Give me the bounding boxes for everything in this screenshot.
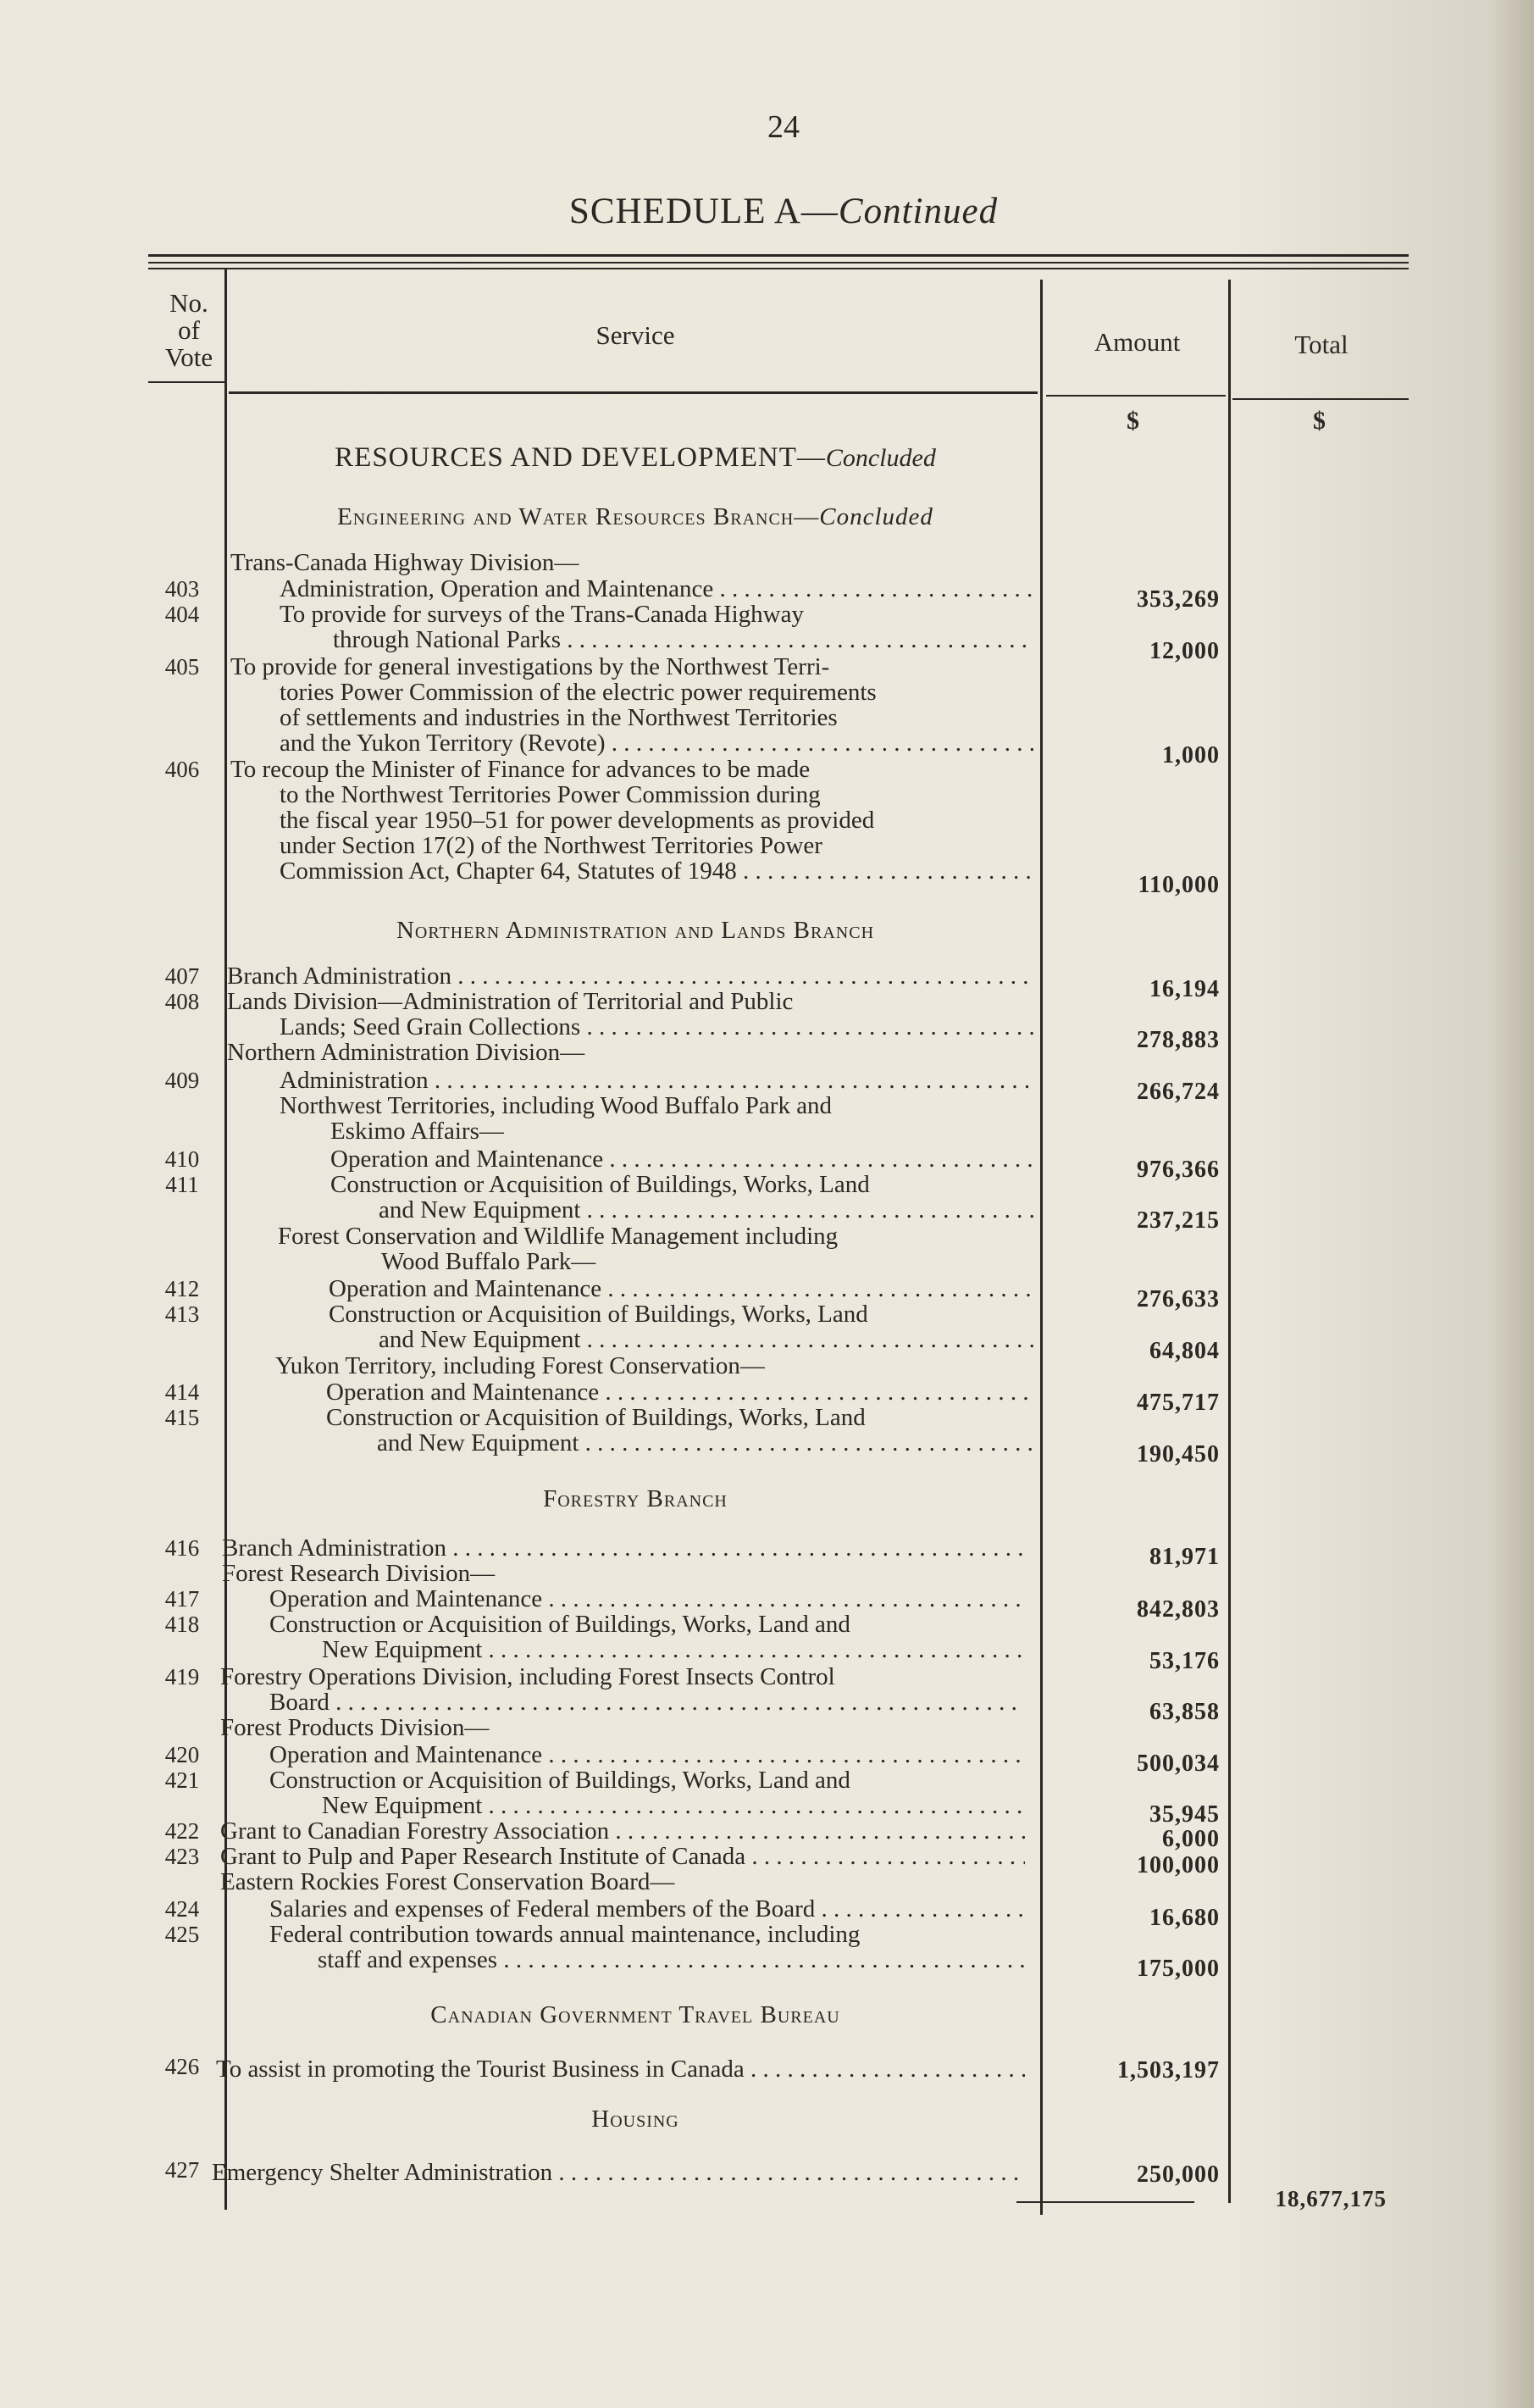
- service-line: Emergency Shelter Administration . . .: [212, 2160, 1025, 2185]
- vote-number: 421: [164, 1767, 200, 1793]
- service-line: Grant to Canadian Forestry Association . . .: [220, 1818, 1025, 1844]
- amount: 12,000: [1149, 638, 1220, 664]
- subheading: Northern Administration Division—: [227, 1039, 585, 1066]
- amount: 276,633: [1137, 1286, 1220, 1312]
- subheading: Forest Research Division—: [222, 1560, 496, 1587]
- vote-number: 427: [164, 2157, 200, 2183]
- amount: 64,804: [1149, 1338, 1220, 1364]
- amount-currency: $: [1127, 407, 1139, 435]
- vote-number: 416: [164, 1535, 200, 1561]
- col-header-service: Service: [595, 320, 675, 350]
- service-line: Operation and Maintenance . . .: [326, 1379, 1033, 1405]
- service-line: staff and expenses . . .: [318, 1947, 1025, 1972]
- amount: 16,680: [1149, 1905, 1220, 1931]
- amount: 16,194: [1149, 976, 1220, 1002]
- header-rule-service: [229, 391, 1038, 394]
- service-line: and New Equipment . . .: [379, 1327, 1033, 1352]
- amount: 35,945: [1149, 1801, 1220, 1828]
- vote-number: 413: [164, 1301, 200, 1327]
- amount: 250,000: [1137, 2161, 1220, 2188]
- vote-number: 423: [164, 1844, 200, 1869]
- service-line: and New Equipment . . .: [379, 1197, 1033, 1223]
- amount: 53,176: [1149, 1648, 1220, 1674]
- subheading: Trans-Canada Highway Division—: [230, 549, 579, 576]
- section-heading: Housing: [591, 2106, 679, 2133]
- vote-number: 424: [164, 1896, 200, 1922]
- subheading: Forest Products Division—: [220, 1714, 490, 1741]
- service-line: Salaries and expenses of Federal members of the Board . . .: [269, 1896, 1025, 1922]
- col-divider-2: [1040, 280, 1043, 2215]
- vote-number: 414: [164, 1379, 200, 1405]
- service-line: Operation and Maintenance . . .: [330, 1146, 1033, 1172]
- vote-number: 415: [164, 1405, 200, 1430]
- service-line: and New Equipment . . .: [377, 1430, 1033, 1456]
- service-line: Construction or Acquisition of Buildings, Works, Land: [330, 1171, 870, 1198]
- page-number: 24: [767, 109, 800, 145]
- service-line: To recoup the Minister of Finance for advances to be made: [230, 756, 811, 783]
- amount: 353,269: [1137, 586, 1220, 613]
- amount: 63,858: [1149, 1699, 1220, 1725]
- service-line: Administration, Operation and Maintenance . . .: [280, 576, 1033, 602]
- vote-number: 418: [164, 1612, 200, 1637]
- service-line: Federal contribution towards annual maintenance, including: [269, 1921, 861, 1948]
- schedule-title: SCHEDULE A—Continued: [568, 191, 999, 231]
- service-line: New Equipment . . .: [322, 1637, 1025, 1662]
- col-divider-3: [1228, 280, 1231, 2203]
- service-line: Lands; Seed Grain Collections . . .: [280, 1014, 1033, 1040]
- vote-number: 420: [164, 1742, 200, 1767]
- grand-total: 18,677,175: [1275, 2186, 1387, 2211]
- section-heading: Northern Administration and Lands Branch: [396, 917, 875, 944]
- col-header-total: Total: [1294, 330, 1348, 359]
- vote-number: 410: [164, 1146, 200, 1172]
- amount: 6,000: [1162, 1826, 1220, 1852]
- col-header-vote: No. of Vote: [164, 288, 213, 372]
- amount: 81,971: [1149, 1544, 1220, 1570]
- service-line: To provide for general investigations by the Northwest Terri-: [230, 653, 830, 680]
- service-line: Construction or Acquisition of Buildings, Works, Land: [326, 1404, 866, 1431]
- service-line: through National Parks . . .: [333, 627, 1033, 652]
- amount: 1,000: [1162, 742, 1220, 768]
- vote-number: 404: [164, 602, 200, 627]
- sum-rule: [1016, 2201, 1194, 2203]
- service-line: Construction or Acquisition of Buildings, Works, Land and: [269, 1767, 850, 1794]
- amount: 100,000: [1137, 1852, 1220, 1878]
- service-line: New Equipment . . .: [322, 1793, 1025, 1818]
- vote-number: 408: [164, 989, 200, 1014]
- service-line: To assist in promoting the Tourist Business in Canada . . .: [216, 2056, 1025, 2082]
- service-line: Commission Act, Chapter 64, Statutes of 1948 . . .: [280, 858, 1033, 884]
- service-line: under Section 17(2) of the Northwest Territories Power: [280, 832, 822, 859]
- service-line: Operation and Maintenance . . .: [269, 1742, 1025, 1767]
- section-heading: Engineering and Water Resources Branch—Concluded: [337, 503, 933, 530]
- col-header-amount: Amount: [1094, 327, 1181, 357]
- service-line: Grant to Pulp and Paper Research Institute of Canada . . .: [220, 1844, 1025, 1869]
- top-rule: [148, 254, 1409, 257]
- service-line: To provide for surveys of the Trans-Canada Highway: [280, 601, 804, 628]
- service-line: Construction or Acquisition of Buildings, Works, Land: [329, 1301, 868, 1328]
- header-rule-amount: [1046, 395, 1226, 397]
- vote-number: 405: [164, 654, 200, 680]
- subheading: Forest Conservation and Wildlife Management including: [278, 1223, 839, 1250]
- top-rule-3: [148, 268, 1409, 269]
- vote-number: 412: [164, 1276, 200, 1301]
- vote-number: 425: [164, 1922, 200, 1947]
- vote-number: 407: [164, 963, 200, 989]
- vote-number: 406: [164, 757, 200, 782]
- subheading: Wood Buffalo Park—: [381, 1248, 596, 1275]
- service-line: Board . . .: [269, 1689, 1025, 1715]
- service-line: Administration . . .: [280, 1068, 1033, 1093]
- amount: 110,000: [1138, 872, 1220, 898]
- top-rule-2: [148, 262, 1409, 264]
- service-line: the fiscal year 1950–51 for power developments as provided: [280, 807, 875, 834]
- amount: 475,717: [1137, 1390, 1220, 1416]
- vote-number: 411: [165, 1172, 199, 1197]
- subheading: Eastern Rockies Forest Conservation Board—: [220, 1868, 675, 1895]
- service-line: Forestry Operations Division, including Forest Insects Control: [220, 1663, 835, 1690]
- subheading: Yukon Territory, including Forest Conservation—: [275, 1352, 765, 1379]
- service-line: Construction or Acquisition of Buildings, Works, Land and: [269, 1611, 850, 1638]
- amount: 175,000: [1137, 1956, 1220, 1982]
- subheading: Eskimo Affairs—: [330, 1118, 504, 1145]
- amount: 500,034: [1137, 1751, 1220, 1777]
- service-line: and the Yukon Territory (Revote) . . .: [280, 730, 1033, 756]
- amount: 237,215: [1137, 1207, 1220, 1234]
- service-line: Branch Administration . . .: [222, 1535, 1025, 1561]
- vote-number: 403: [164, 576, 200, 602]
- vote-number: 419: [164, 1664, 200, 1689]
- amount: 278,883: [1137, 1027, 1220, 1053]
- service-line: Operation and Maintenance . . .: [329, 1276, 1033, 1301]
- col-divider-1: [224, 269, 227, 2210]
- service-line: Branch Administration . . .: [227, 963, 1033, 989]
- amount: 190,450: [1137, 1441, 1220, 1468]
- amount: 1,503,197: [1117, 2057, 1220, 2083]
- vote-number: 417: [164, 1586, 200, 1612]
- service-line: Lands Division—Administration of Territorial and Public: [227, 988, 794, 1015]
- subheading: Northwest Territories, including Wood Buffalo Park and: [280, 1092, 833, 1119]
- header-rule-vote: [148, 381, 227, 383]
- total-currency: $: [1313, 407, 1326, 435]
- vote-number: 422: [164, 1818, 200, 1844]
- service-line: to the Northwest Territories Power Commission during: [280, 781, 821, 808]
- service-line: of settlements and industries in the Northwest Territories: [280, 704, 838, 731]
- amount: 842,803: [1137, 1596, 1220, 1623]
- service-line: tories Power Commission of the electric power requirements: [280, 679, 877, 706]
- amount: 266,724: [1137, 1079, 1220, 1105]
- vote-number: 426: [164, 2054, 200, 2079]
- section-heading: Canadian Government Travel Bureau: [430, 2001, 840, 2028]
- service-line: Operation and Maintenance . . .: [269, 1586, 1025, 1612]
- header-rule-total: [1232, 398, 1409, 400]
- section-heading: Forestry Branch: [543, 1485, 728, 1512]
- amount: 976,366: [1137, 1157, 1220, 1183]
- section-heading: RESOURCES AND DEVELOPMENT—Concluded: [335, 442, 936, 473]
- vote-number: 409: [164, 1068, 200, 1093]
